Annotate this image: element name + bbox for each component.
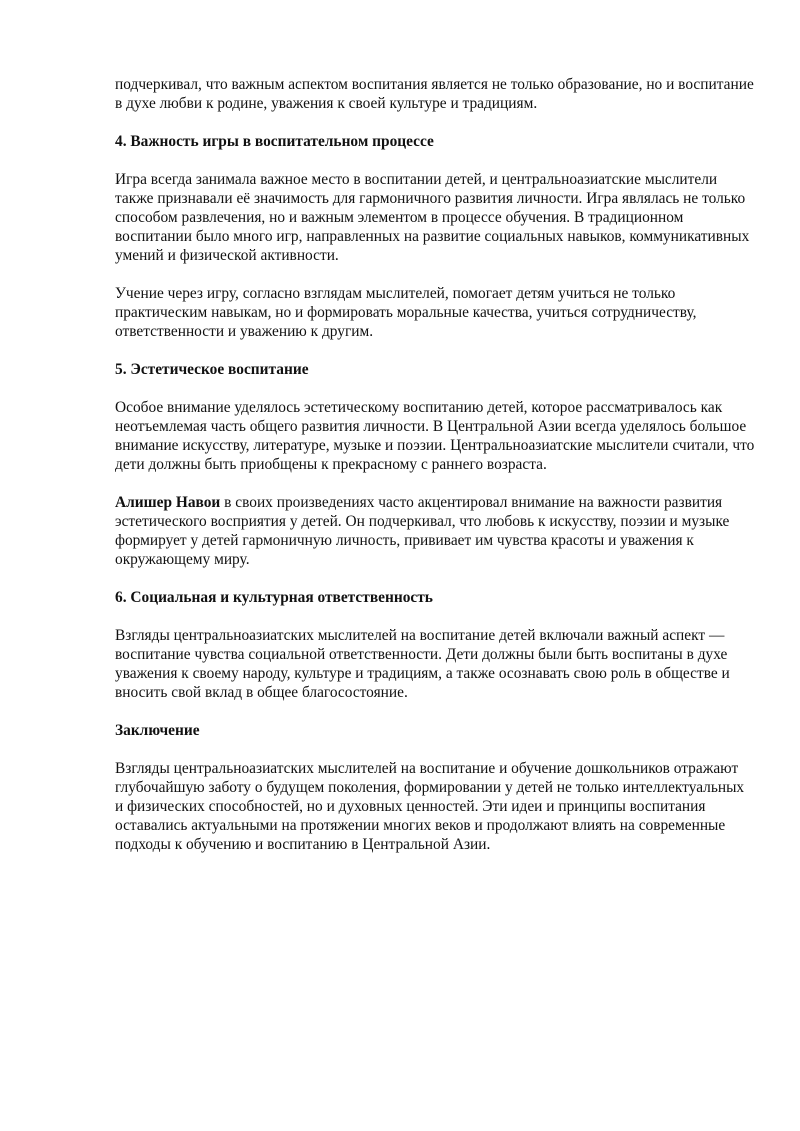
section-game-paragraph-1: Игра всегда занимала важное место в воспитании детей, и центральноазиатские мыслители также признавали её значимость для гармоничного развития личности. Игра являлась не только способом развлечения, но и важным элементом в процессе обучения. В традиционном воспитании было много игр, направленных на развитие социальных навыков, коммуникативных умений и физической активности. bbox=[115, 171, 750, 264]
document-body bbox=[115, 75, 755, 854]
conclusion-paragraph: Взгляды центральноазиатских мыслителей на воспитание и обучение дошкольников отражают глубочайшую заботу о будущем поколения, формировании у детей не только интеллектуальных и физических способностей, но и духовных ценностей. Эти идеи и принципы воспитания оставались актуальными на протяжении многих веков и продолжают влиять на современные подходы к обучению и воспитанию в Центральной Азии. bbox=[115, 760, 745, 853]
section-heading-social: 6. Социальная и культурная ответственность bbox=[115, 589, 433, 606]
conclusion-heading: Заключение bbox=[115, 722, 200, 739]
section-game-paragraph-2: Учение через игру, согласно взглядам мыслителей, помогает детям учиться не только практическим навыкам, но и формировать моральные качества, учиться сотрудничеству, ответственности и уважению к другим. bbox=[115, 285, 697, 340]
section-aesthetic-paragraph-2 bbox=[115, 493, 755, 569]
intro-paragraph: подчеркивал, что важным аспектом воспитания является не только образование, но и воспитание в духе любви к родине, уважения к своей культуре и традициям. bbox=[115, 76, 754, 112]
section-aesthetic-paragraph-1: Особое внимание уделялось эстетическому воспитанию детей, которое рассматривалось как неотъемлемая часть общего развития личности. В Центральной Азии всегда уделялось большое внимание искусству, литературе, музыке и поэзии. Центральноазиатские мыслители считали, что дети должны быть приобщены к прекрасному с раннего возраста. bbox=[115, 399, 755, 473]
section-heading-game: 4. Важность игры в воспитательном процессе bbox=[115, 133, 434, 150]
section-heading-aesthetic: 5. Эстетическое воспитание bbox=[115, 361, 309, 378]
author-name: Алишер Навои bbox=[115, 494, 221, 511]
section-aesthetic-paragraph-2-text: в своих произведениях часто акцентировал внимание на важности развития эстетического восприятия у детей. Он подчеркивал, что любовь к искусству, поэзии и музыке формирует у детей гармоничную личность, прививает им чувства красоты и уважения к окружающему миру. bbox=[115, 494, 730, 568]
section-social-paragraph-1: Взгляды центральноазиатских мыслителей на воспитание детей включали важный аспект — воспитание чувства социальной ответственности. Дети должны были быть воспитаны в духе уважения к своему народу, культуре и традициям, а также осознавать свою роль в обществе и вносить свой вклад в общее благосостояние. bbox=[115, 627, 730, 701]
